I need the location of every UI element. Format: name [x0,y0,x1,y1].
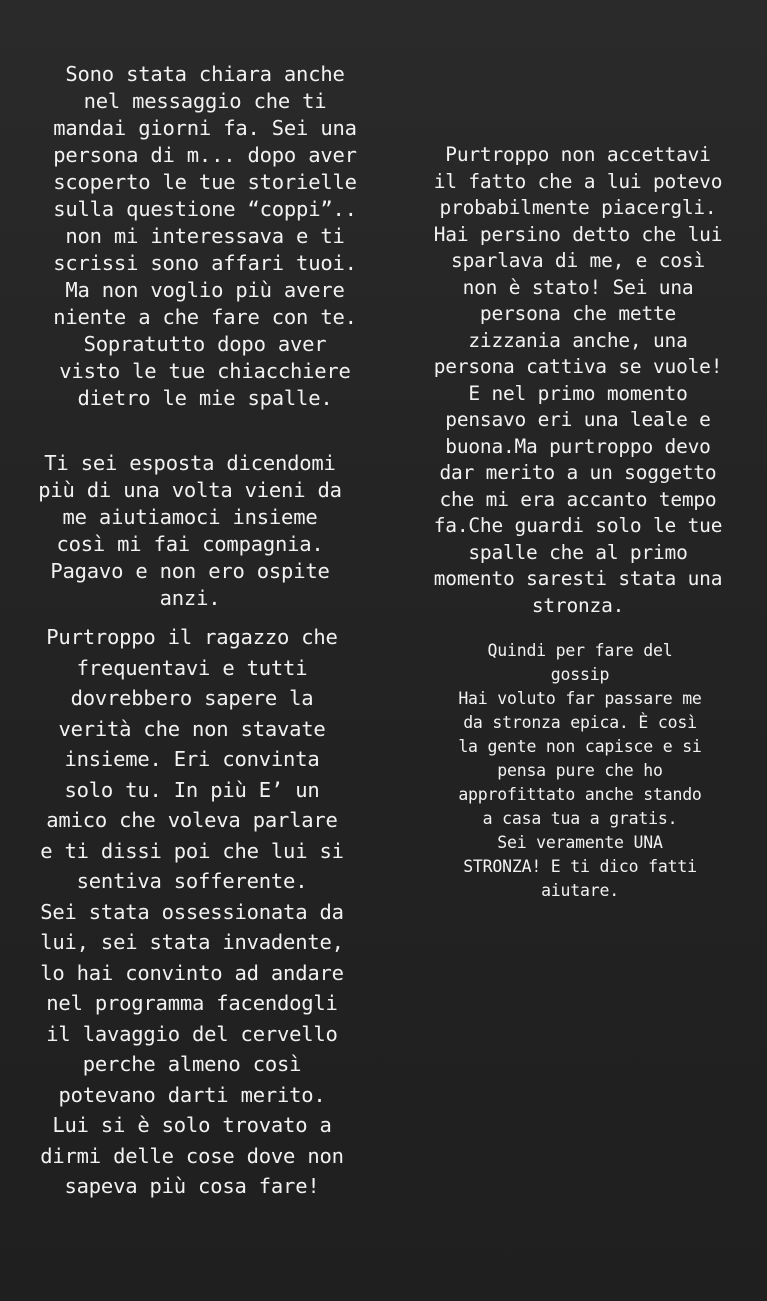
story-text-block-4: Purtroppo non accettavi il fatto che a lui potevo probabilmente piacergli. Hai persino detto che lui sparlava di me, e così non è stato! Sei una persona che mette zizzania anche, una persona cattiva se vuole! E nel primo momento pensavo eri una leale e buona.Ma purtroppo devo dar merito a un soggetto che mi era accanto tempo fa.Che guardi solo le tue spalle che al primo momento saresti stata una stronza. [433,143,723,617]
story-text-block-5: Quindi per fare del gossip Hai voluto far passare me da stronza epica. È così la gente non capisce e si pensa pure che ho approfittato anche stando a casa tua a gratis. Sei veramente UNA STRONZA! E ti dico fatti aiutare. [458,641,702,900]
story-text-block-1: Sono stata chiara anche nel messaggio che ti mandai giorni fa. Sei una persona di m... dopo aver scoperto le tue storielle sulla questione “coppi”.. non mi interessava e ti scrissi sono affari tuoi. Ma non voglio più avere niente a che fare con te. Sopratutto dopo aver visto le tue chiacchiere dietro le mie spalle. [53,62,357,410]
story-text-block-2: Ti sei esposta dicendomi più di una volta vieni da me aiutiamoci insieme così mi fai compagnia. Pagavo e non ero ospite anzi. [38,451,342,610]
story-text-block-3: Purtroppo il ragazzo che frequentavi e tutti dovrebbero sapere la verità che non stavate insieme. Eri convinta solo tu. In più E’ un amico che voleva parlare e ti dissi poi che lui si sentiva sofferente. Sei stata ossessionata da lui, sei stata invadente, lo hai convinto ad andare nel programma facendogli il lavaggio del cervello perche almeno così potevano darti merito. Lui si è solo trovato a dirmi delle cose dove non sapeva più cosa fare! [40,625,344,1198]
